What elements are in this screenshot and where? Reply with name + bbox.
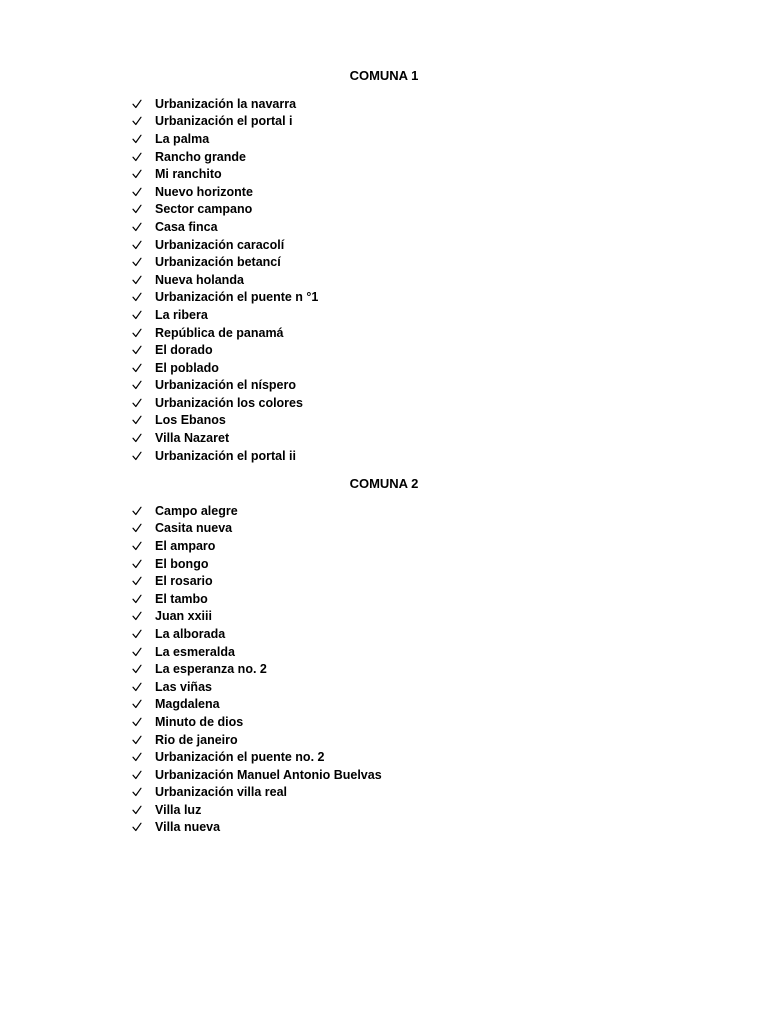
list-item-label: Juan xxiii [155, 609, 212, 624]
list-item-label: Urbanización el puente n °1 [155, 290, 319, 305]
check-icon [132, 134, 142, 144]
list-item-label: Nuevo horizonte [155, 184, 253, 199]
list-item [132, 429, 318, 447]
list-item-label: Urbanización el níspero [155, 378, 297, 393]
list-item-label: Las viñas [155, 679, 212, 694]
check-icon [132, 451, 142, 461]
list-item-label: Urbanización el puente no. 2 [155, 750, 325, 765]
list-item [132, 660, 382, 678]
list-item [132, 643, 382, 661]
list-item [132, 555, 382, 573]
list-item-label: La palma [155, 131, 210, 146]
list-item [132, 572, 382, 590]
list-item [132, 148, 318, 166]
check-icon [132, 611, 142, 621]
check-icon [132, 735, 142, 745]
list-item [132, 537, 382, 555]
list-item-label: Urbanización el portal ii [155, 448, 296, 463]
list-item [132, 359, 318, 377]
check-icon [132, 541, 142, 551]
check-icon [132, 664, 142, 674]
check-icon [132, 699, 142, 709]
check-icon [132, 328, 142, 338]
comuna-2-list [132, 502, 382, 836]
check-icon [132, 629, 142, 639]
check-icon [132, 345, 142, 355]
list-item [132, 183, 318, 201]
list-item [132, 218, 318, 236]
list-item-label: Urbanización caracolí [155, 237, 285, 252]
list-item-label: El amparo [155, 538, 216, 553]
check-icon [132, 116, 142, 126]
check-icon [132, 682, 142, 692]
list-item-label: Villa luz [155, 802, 202, 817]
list-item-label: Sector campano [155, 202, 253, 217]
list-item-label: Casita nueva [155, 521, 233, 536]
list-item-label: Urbanización los colores [155, 395, 303, 410]
check-icon [132, 647, 142, 657]
list-item [132, 412, 318, 430]
list-item-label: Urbanización villa real [155, 785, 287, 800]
section-title-comuna-1: COMUNA 1 [349, 68, 419, 83]
check-icon [132, 257, 142, 267]
check-icon [132, 380, 142, 390]
check-icon [132, 770, 142, 780]
list-item [132, 590, 382, 608]
list-item-label: República de panamá [155, 325, 284, 340]
list-item [132, 236, 318, 254]
list-item [132, 784, 382, 802]
list-item-label: Rio de janeiro [155, 732, 238, 747]
list-item-label: El tambo [155, 591, 208, 606]
check-icon [132, 310, 142, 320]
list-item-label: Rancho grande [155, 149, 246, 164]
list-item [132, 678, 382, 696]
list-item [132, 696, 382, 714]
list-item [132, 289, 318, 307]
list-item-label: El poblado [155, 360, 219, 375]
list-item-label: Casa finca [155, 219, 218, 234]
list-item-label: La alborada [155, 626, 226, 641]
list-item [132, 502, 382, 520]
list-item [132, 625, 382, 643]
list-item-label: Mi ranchito [155, 167, 222, 182]
check-icon [132, 363, 142, 373]
list-item [132, 113, 318, 131]
list-item-label: La ribera [155, 307, 208, 322]
list-item [132, 801, 382, 819]
list-item-label: El dorado [155, 343, 213, 358]
list-item [132, 608, 382, 626]
list-item-label: Urbanización Manuel Antonio Buelvas [155, 767, 382, 782]
check-icon [132, 717, 142, 727]
check-icon [132, 594, 142, 604]
list-item-label: Magdalena [155, 697, 220, 712]
list-item [132, 271, 318, 289]
check-icon [132, 99, 142, 109]
check-icon [132, 204, 142, 214]
check-icon [132, 523, 142, 533]
list-item [132, 520, 382, 538]
check-icon [132, 240, 142, 250]
list-item [132, 748, 382, 766]
list-item [132, 253, 318, 271]
list-item [132, 341, 318, 359]
check-icon [132, 152, 142, 162]
list-item [132, 165, 318, 183]
list-item-label: Nueva holanda [155, 272, 244, 287]
list-item [132, 95, 318, 113]
check-icon [132, 169, 142, 179]
list-item-label: Campo alegre [155, 503, 238, 518]
check-icon [132, 275, 142, 285]
check-icon [132, 752, 142, 762]
check-icon [132, 433, 142, 443]
list-item-label: La esperanza no. 2 [155, 662, 267, 677]
check-icon [132, 506, 142, 516]
list-item [132, 819, 382, 837]
check-icon [132, 187, 142, 197]
check-icon [132, 222, 142, 232]
list-item-label: La esmeralda [155, 644, 235, 659]
list-item [132, 130, 318, 148]
list-item-label: Los Ebanos [155, 413, 226, 428]
check-icon [132, 576, 142, 586]
list-item [132, 201, 318, 219]
list-item [132, 324, 318, 342]
list-item [132, 447, 318, 465]
check-icon [132, 559, 142, 569]
section-title-comuna-2: COMUNA 2 [349, 476, 419, 491]
list-item-label: El rosario [155, 574, 213, 589]
list-item [132, 731, 382, 749]
list-item [132, 306, 318, 324]
check-icon [132, 822, 142, 832]
check-icon [132, 415, 142, 425]
list-item-label: Urbanización betancí [155, 255, 281, 270]
list-item [132, 377, 318, 395]
list-item-label: Villa Nazaret [155, 431, 230, 446]
list-item [132, 713, 382, 731]
list-item-label: Villa nueva [155, 820, 221, 835]
check-icon [132, 292, 142, 302]
list-item [132, 394, 318, 412]
check-icon [132, 398, 142, 408]
list-item-label: Urbanización la navarra [155, 96, 297, 111]
list-item-label: Urbanización el portal i [155, 114, 293, 129]
list-item-label: El bongo [155, 556, 209, 571]
list-item-label: Minuto de dios [155, 714, 244, 729]
list-item [132, 766, 382, 784]
check-icon [132, 805, 142, 815]
comuna-1-list [132, 95, 318, 464]
check-icon [132, 787, 142, 797]
